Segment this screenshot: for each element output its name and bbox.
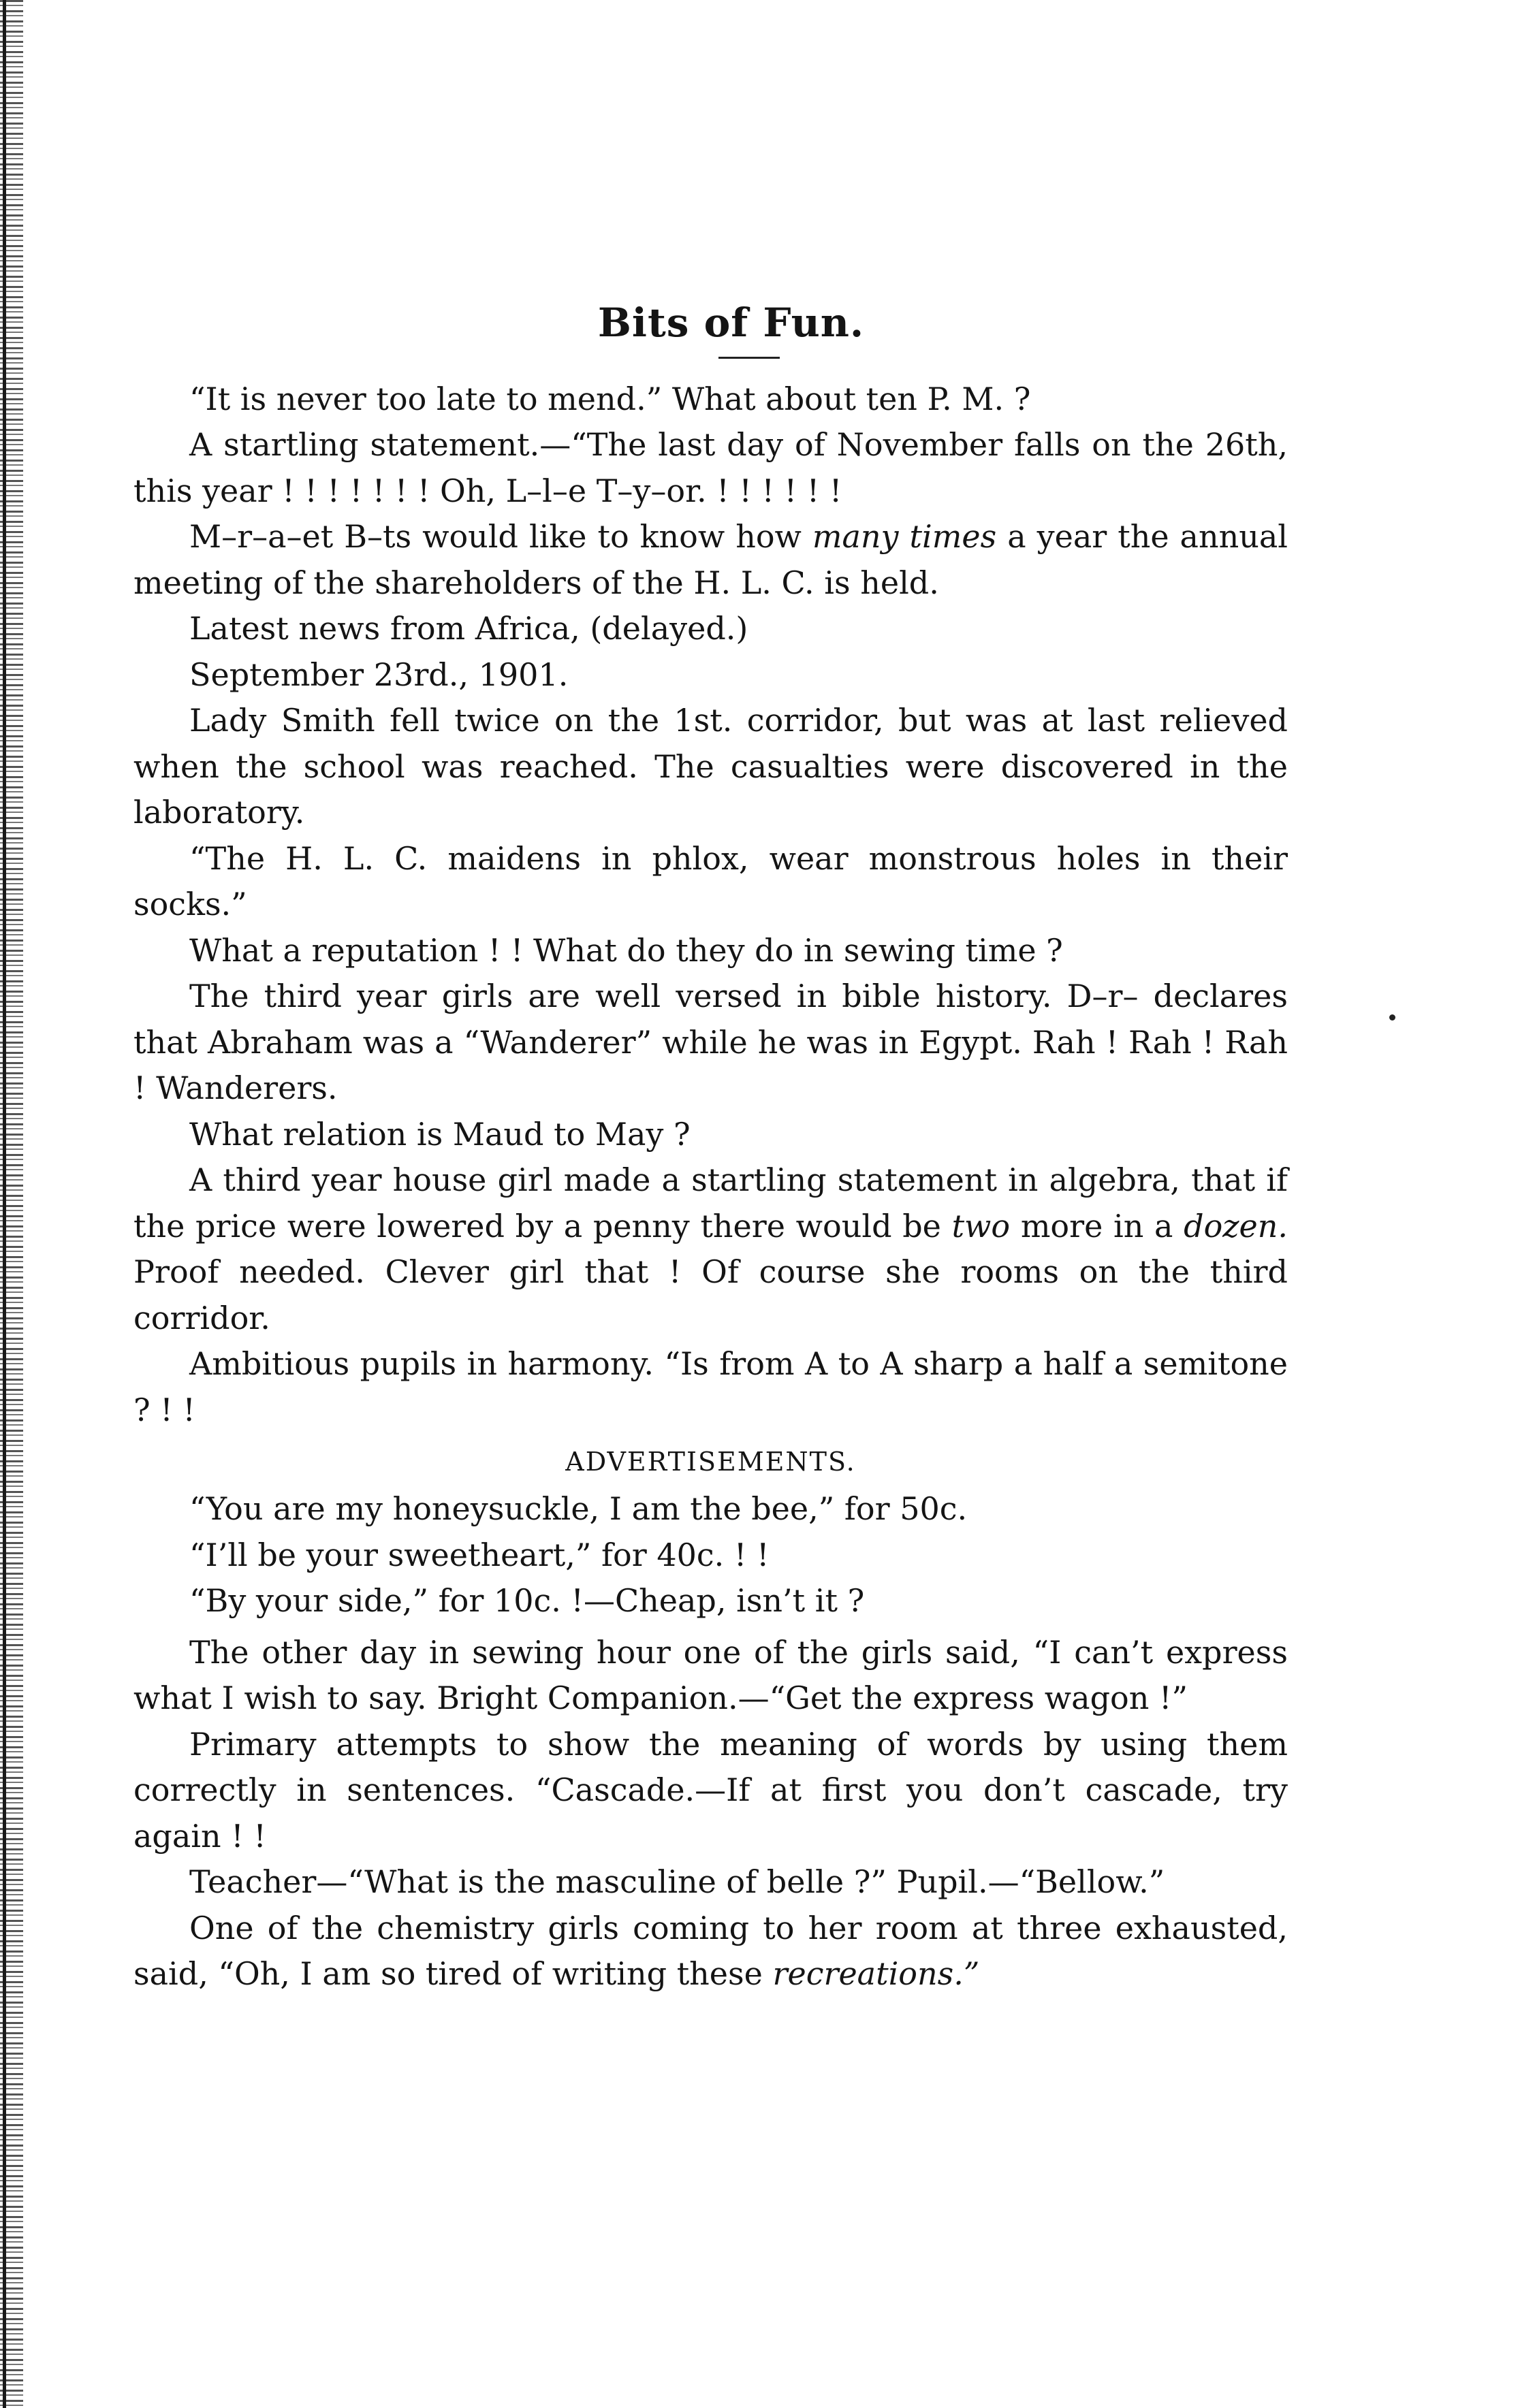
- paragraph-date: September 23rd., 1901.: [189, 656, 569, 693]
- shareholders-text-a: M–r–a–et B–ts would like to know how: [189, 518, 802, 556]
- stray-dot: [1389, 1014, 1395, 1021]
- binding-line: [3, 0, 6, 2408]
- paragraph-chemistry: [133, 1906, 1288, 1997]
- page-title: Bits of Fun.: [597, 300, 865, 346]
- paragraph-harmony: Ambitious pupils in harmony. “Is from A to A sharp a half a semitone ? ! !: [133, 1345, 1288, 1428]
- algebra-text-c: Proof needed. Clever girl that ! Of course she rooms on the third corridor.: [133, 1253, 1288, 1336]
- algebra-emphasis-two: two: [951, 1207, 1011, 1245]
- paragraph-reputation: What a reputation ! ! What do they do in sewing time ?: [189, 931, 1063, 969]
- title-rule: [718, 357, 780, 359]
- advertisements-heading: ADVERTISEMENTS.: [565, 1447, 856, 1477]
- shareholders-text-b: a year the annual meeting of the shareholders of the H. L. C. is held.: [133, 518, 1288, 601]
- paragraph-algebra: [133, 1157, 1288, 1341]
- paragraph-lady-smith: Lady Smith fell twice on the 1st. corridor, but was at last relieved when the school was reached. The casualties were discovered in the laboratory.: [133, 702, 1288, 831]
- paragraph-bible-history: The third year girls are well versed in bible history. D–r– declares that Abraham was a “Wanderer” while he was in Egypt. Rah ! Rah ! Rah ! Wanderers.: [133, 978, 1288, 1107]
- algebra-emphasis-dozen: dozen.: [1184, 1207, 1288, 1245]
- paragraph-express-wagon: The other day in sewing hour one of the girls said, “I can’t express what I wish to say. Bright Companion.—“Get the express wagon !”: [133, 1633, 1288, 1717]
- paragraph-maud-may: What relation is Maud to May ?: [189, 1115, 691, 1153]
- paragraph-cascade: Primary attempts to show the meaning of words by using them correctly in sentences. “Cascade.—If at first you don’t cascade, try again ! !: [133, 1725, 1288, 1855]
- paragraph-startling-statement: A startling statement.—“The last day of November falls on the 26th, this year ! ! ! ! ! ! ! Oh, L–l–e T–y–or. ! ! ! ! ! !: [133, 426, 1288, 509]
- paragraph-belle-bellow: Teacher—“What is the masculine of belle ?” Pupil.—“Bellow.”: [189, 1863, 1165, 1901]
- shareholders-emphasis: many times: [812, 518, 997, 556]
- paragraph-phlox: “The H. L. C. maidens in phlox, wear monstrous holes in their socks.”: [133, 839, 1288, 923]
- ad-honeysuckle: “You are my honeysuckle, I am the bee,” for 50c.: [189, 1490, 968, 1528]
- paragraph-shareholders: [133, 514, 1288, 606]
- chemistry-emphasis: recreations.”: [772, 1955, 980, 1993]
- ad-by-your-side: “By your side,” for 10c. !—Cheap, isn’t it ?: [189, 1582, 865, 1620]
- ad-sweetheart: “I’ll be your sweetheart,” for 40c. ! !: [189, 1536, 770, 1573]
- page-body: [133, 300, 1288, 1997]
- paragraph-africa-news: Latest news from Africa, (delayed.): [189, 610, 748, 647]
- algebra-text-b: more in a: [1020, 1207, 1173, 1245]
- chemistry-text: One of the chemistry girls coming to her room at three exhausted, said, “Oh, I am so tired of writing these: [133, 1909, 1288, 1993]
- paragraph-never-too-late: “It is never too late to mend.” What about ten P. M. ?: [189, 380, 1031, 417]
- algebra-text-a: A third year house girl made a startling statement in algebra, that if the price were lowered by a penny there would be: [133, 1161, 1288, 1245]
